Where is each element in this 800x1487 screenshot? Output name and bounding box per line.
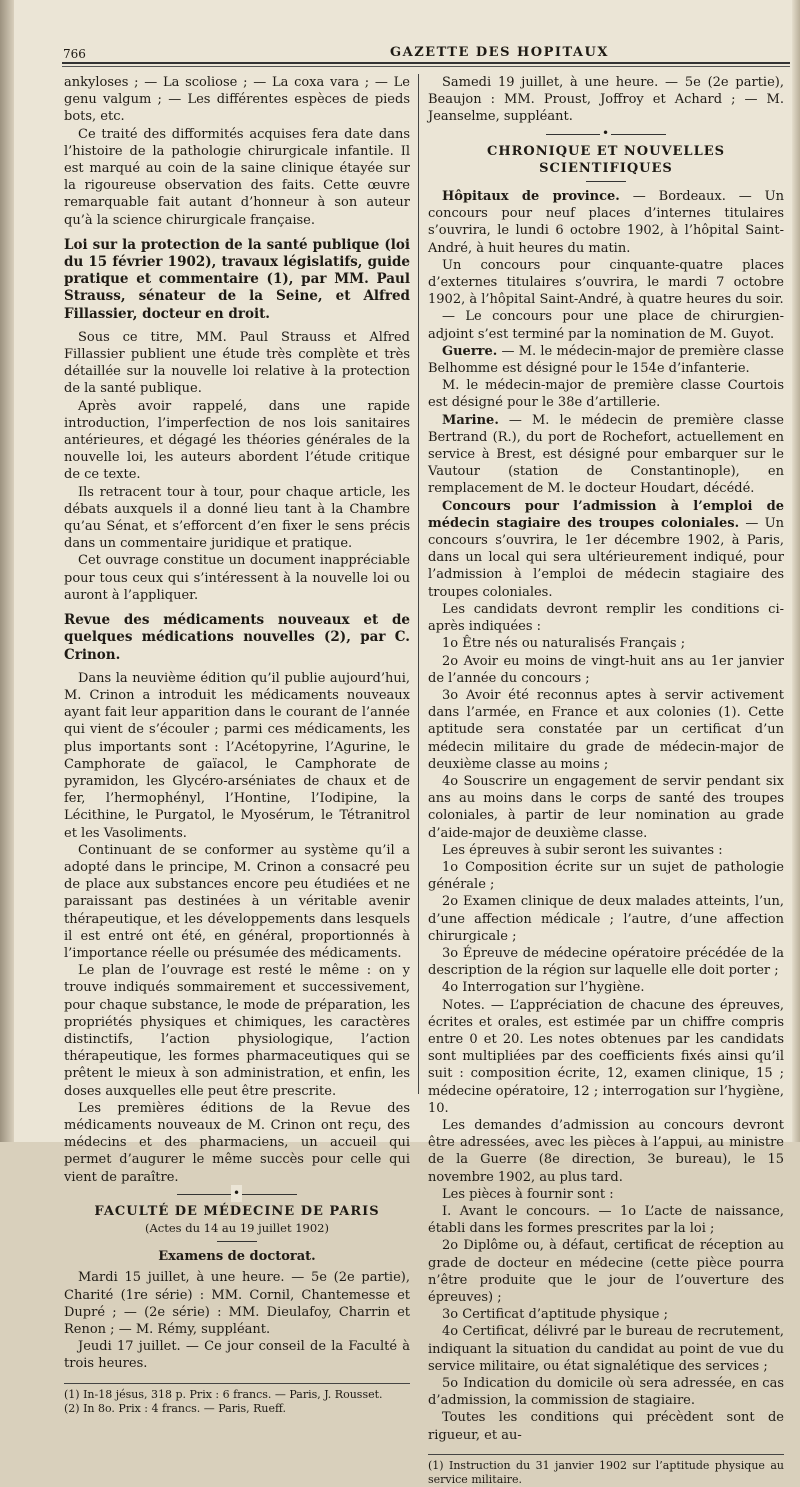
page-right-edge <box>792 0 800 1142</box>
paragraph: Continuant de se conformer au système qu’il a adopté dans le principe, M. Crinon a consacré peu de place aux substances encore peu étudiées et ne paraissant pas destinées à un véritable avenir thérapeutique, et les développements dans lesquels il est entré ont été, en général, proportionnés à l’importance réelle ou présumée des médicaments. <box>64 842 410 961</box>
short-rule <box>586 181 626 182</box>
paragraph-text: — M. le médecin-major de première classe Belhomme est désigné pour le 154e d’infanterie. <box>428 343 784 377</box>
paragraph: Les demandes d’admission au concours devront être adressées, avec les pièces à l’appui, au ministre de la Guerre (8e direction, 3e bureau), le 15 novembre 1902, au plus tard. <box>428 1117 784 1185</box>
run-in-heading: Hôpitaux de province. <box>442 189 620 205</box>
document-item: 4o Certificat, délivré par le bureau de recrutement, indiquant la situation du candidat au point de vue du service militaire, ou état signalétique des services ; <box>428 1324 784 1374</box>
paragraph: Les candidats devront remplir les conditions ci-après indiquées : <box>428 601 784 635</box>
condition-item: 3o Avoir été reconnus aptes à servir activement dans l’armée, en France et aux colonies (1). Cette aptitude sera constatée par un certificat d’un médecin militaire du grade de médecin-major de deuxième classe au moins ; <box>428 687 784 772</box>
paragraph: Dans la neuvième édition qu’il publie aujourd’hui, M. Crinon a introduit les médicaments nouveaux ayant fait leur apparition dans le courant de l’année qui vient de s’écouler ; parmi ces médicaments, les plus importants sont : l’Acétopyrine, l’Agurine, le Camphorate de gaïacol, le Camphorate de pyramidon, les Glycéro-arséniates de chaux et de fer, l’hermophényl, l’Hontine, l’Iodipine, la Lécithine, le Purgatol, le Myosérum, le Tétranitrol et les Vasoliments. <box>64 670 410 841</box>
paragraph <box>428 343 784 377</box>
review-title-medicaments: Revue des médicaments nouveaux et de quelques médications nouvelles (2), par C. Crinon. <box>64 612 410 663</box>
paragraph-text: — Bordeaux. — Un concours pour neuf places d’internes titulaires s’ouvrira, le lundi 6 octobre 1902, à l’hôpital Saint-André, à huit heures du matin. <box>428 189 784 256</box>
paragraph: Cet ouvrage constitue un document inappréciable pour tous ceux qui s’intéressent à la nouvelle loi ou auront à l’appliquer. <box>64 553 410 603</box>
condition-item: 1o Être nés ou naturalisés Français ; <box>442 636 686 652</box>
paragraph: Après avoir rappelé, dans une rapide introduction, l’imperfection de nos lois sanitaires antérieures, et dégagé les théories générales de la nouvelle loi, les auteurs abordent l’étude critique de ce texte. <box>64 398 410 483</box>
paragraph: Sous ce titre, MM. Paul Strauss et Alfred Fillassier publient une étude très complète et très détaillée sur la nouvelle loi relative à la protection de la santé publique. <box>64 329 410 397</box>
exam-entry: Jeudi 17 juillet. — Ce jour conseil de la Faculté à trois heures. <box>64 1339 410 1372</box>
run-in-heading: Concours pour l’admission à l’emploi de médecin stagiaire des troupes coloniales. <box>428 498 784 531</box>
faculty-title: FACULTÉ DE MÉDECINE DE PARIS <box>94 1203 380 1219</box>
exam-entry: Mardi 15 juillet, à une heure. — 5e (2e partie), Charité (1re série) : MM. Cornil, Chantemesse et Dupré ; — (2e série) : MM. Dieulafoy, Charrin et Renon ; — M. Rémy, suppléant. <box>64 1270 410 1338</box>
footnotes <box>428 1454 784 1487</box>
chronique-title: CHRONIQUE ET NOUVELLES SCIENTIFIQUES <box>486 143 726 176</box>
header-rule-thin <box>62 66 790 67</box>
paragraph: Toutes les conditions qui précèdent sont de rigueur, et au- <box>428 1410 784 1443</box>
paragraph: — Le concours pour une place de chirurgien-adjoint s’est terminé par la nomination de M. Guyot. <box>428 309 784 342</box>
header-rule-thick <box>62 62 790 64</box>
document-item: 3o Certificat d’aptitude physique ; <box>442 1307 668 1323</box>
footnotes <box>64 1383 410 1416</box>
right-column <box>428 74 784 1487</box>
footnote: (2) In 8o. Prix : 4 francs. — Paris, Rueff. <box>64 1401 286 1415</box>
paragraph: Les épreuves à subir seront les suivantes : <box>442 842 723 858</box>
condition-item: 4o Souscrire un engagement de servir pendant six ans au moins dans le corps de santé des troupes coloniales, à partir de leur nomination au grade d’aide-major de deuxième classe. <box>428 773 784 841</box>
paragraph: Ils retracent tour à tour, pour chaque article, les débats auxquels il a donné lieu tant à la Chambre qu’au Sénat, et s’efforcent d’en fixer le sens précis dans un commentaire juridique et pratique. <box>64 484 410 552</box>
paragraph: M. le médecin-major de première classe Courtois est désigné pour le 38e d’artillerie. <box>428 378 784 411</box>
paragraph <box>428 412 784 498</box>
paragraph: Un concours pour cinquante-quatre places d’externes titulaires s’ouvrira, le mardi 7 octobre 1902, à l’hôpital Saint-André, à quatre heures du soir. <box>428 257 784 308</box>
exam-title: Examens de doctorat. <box>158 1249 316 1265</box>
run-in-heading: Marine. <box>442 412 499 428</box>
paragraph: Les premières éditions de la Revue des médicaments nouveaux de M. Crinon ont reçu, des médecins et des pharmaciens, un accueil qui permet d’augurer le même succès pour celle qui vient de paraître. <box>64 1100 410 1185</box>
page-binding-edge <box>0 0 14 1142</box>
footnote: (1) In-18 jésus, 318 p. Prix : 6 francs. — Paris, J. Rousset. <box>64 1387 383 1401</box>
journal-title: GAZETTE DES HOPITAUX <box>390 45 609 60</box>
paragraph-text: — M. le médecin de première classe Bertrand (R.), du port de Rochefort, actuellement en service à Brest, est désigné pour embarquer sur le Vautour (station de Constantinople), en remplacement de M. le docteur Houdart, décédé. <box>428 412 784 497</box>
paragraph-text: — Un concours s’ouvrira, le 1er décembre 1902, à Paris, dans un local qui sera ultérieurement indiqué, pour l’admission à l’emploi de médecin stagiaire des troupes coloniales. <box>428 515 785 600</box>
document-item: 2o Diplôme ou, à défaut, certificat de réception au grade de docteur en médecine (cette pièce pourra n’être produite que le jour de l’ouverture des épreuves) ; <box>428 1238 784 1306</box>
section-separator <box>177 1194 297 1195</box>
exam-item: 3o Épreuve de médecine opératoire précédée de la description de la région sur laquelle elle doit porter ; <box>428 945 784 979</box>
column-divider <box>418 74 419 1094</box>
faculty-dates: (Actes du 14 au 19 juillet 1902) <box>145 1221 329 1235</box>
paragraph: Le plan de l’ouvrage est resté le même : on y trouve indiqués sommairement et successivement, pour chaque substance, le mode de préparation, les propriétés physiques et chimiques, les caractères distinctifs, l’action physiologique, l’action thérapeutique, les formes pharmaceutiques qui se prêtent le mieux à son administration, et enfin, les doses auxquelles elle peut être prescrite. <box>64 963 410 1099</box>
paragraph <box>428 188 784 257</box>
exam-item: 1o Composition écrite sur un sujet de pathologie générale ; <box>428 859 784 893</box>
paragraph: ankyloses ; — La scoliose ; — La coxa vara ; — Le genu valgum ; — Les différentes espèces de pieds bots, etc. <box>64 75 410 125</box>
paragraph: Ce traité des difformités acquises fera date dans l’histoire de la pathologie chirurgicale infantile. Il est marqué au coin de la saine clinique étayée sur la rigoureuse observation des faits. Cette œuvre remarquable fait autant d’honneur à son auteur qu’à la science chirurgicale française. <box>64 126 410 228</box>
exam-item: 4o Interrogation sur l’hygiène. <box>442 980 645 996</box>
left-column <box>64 74 410 1416</box>
review-title-loi: Loi sur la protection de la santé publique (loi du 15 février 1902), travaux législatifs, guide pratique et commentaire (1), par MM. Paul Strauss, sénateur de la Seine, et Alfred Fillassier, docteur en droit. <box>64 236 410 322</box>
document-item: I. Avant le concours. — 1o L’acte de naissance, établi dans les formes prescrites par la loi ; <box>428 1204 784 1237</box>
footnote: (1) Instruction du 31 janvier 1902 sur l’aptitude physique au service militaire. <box>428 1458 784 1486</box>
run-in-heading: Guerre. <box>442 343 498 359</box>
condition-item: 2o Avoir eu moins de vingt-huit ans au 1er janvier de l’année du concours ; <box>428 653 784 686</box>
notes-paragraph: Notes. — L’appréciation de chacune des épreuves, écrites et orales, est estimée par un chiffre compris entre 0 et 20. Les notes obtenues par les candidats sont multipliées par des coefficients fixés ainsi qu’il suit : composition écrite, 12, examen clinique, 15 ; médecine opératoire, 12 ; interrogation sur l’hygiène, 10. <box>428 997 784 1116</box>
paragraph <box>428 498 784 601</box>
page-number: 766 <box>63 47 86 61</box>
section-separator <box>546 134 666 135</box>
exam-item: 2o Examen clinique de deux malades atteints, l’un, d’une affection médicale ; l’autre, d’une affection chirurgicale ; <box>428 894 784 944</box>
short-rule <box>217 1241 257 1242</box>
paragraph: Les pièces à fournir sont : <box>442 1186 614 1202</box>
exam-entry: Samedi 19 juillet, à une heure. — 5e (2e partie), Beaujon : MM. Proust, Joffroy et Achard ; — M. Jeanselme, suppléant. <box>428 75 784 125</box>
document-item: 5o Indication du domicile où sera adressée, en cas d’admission, la commission de stagiaire. <box>428 1376 784 1409</box>
